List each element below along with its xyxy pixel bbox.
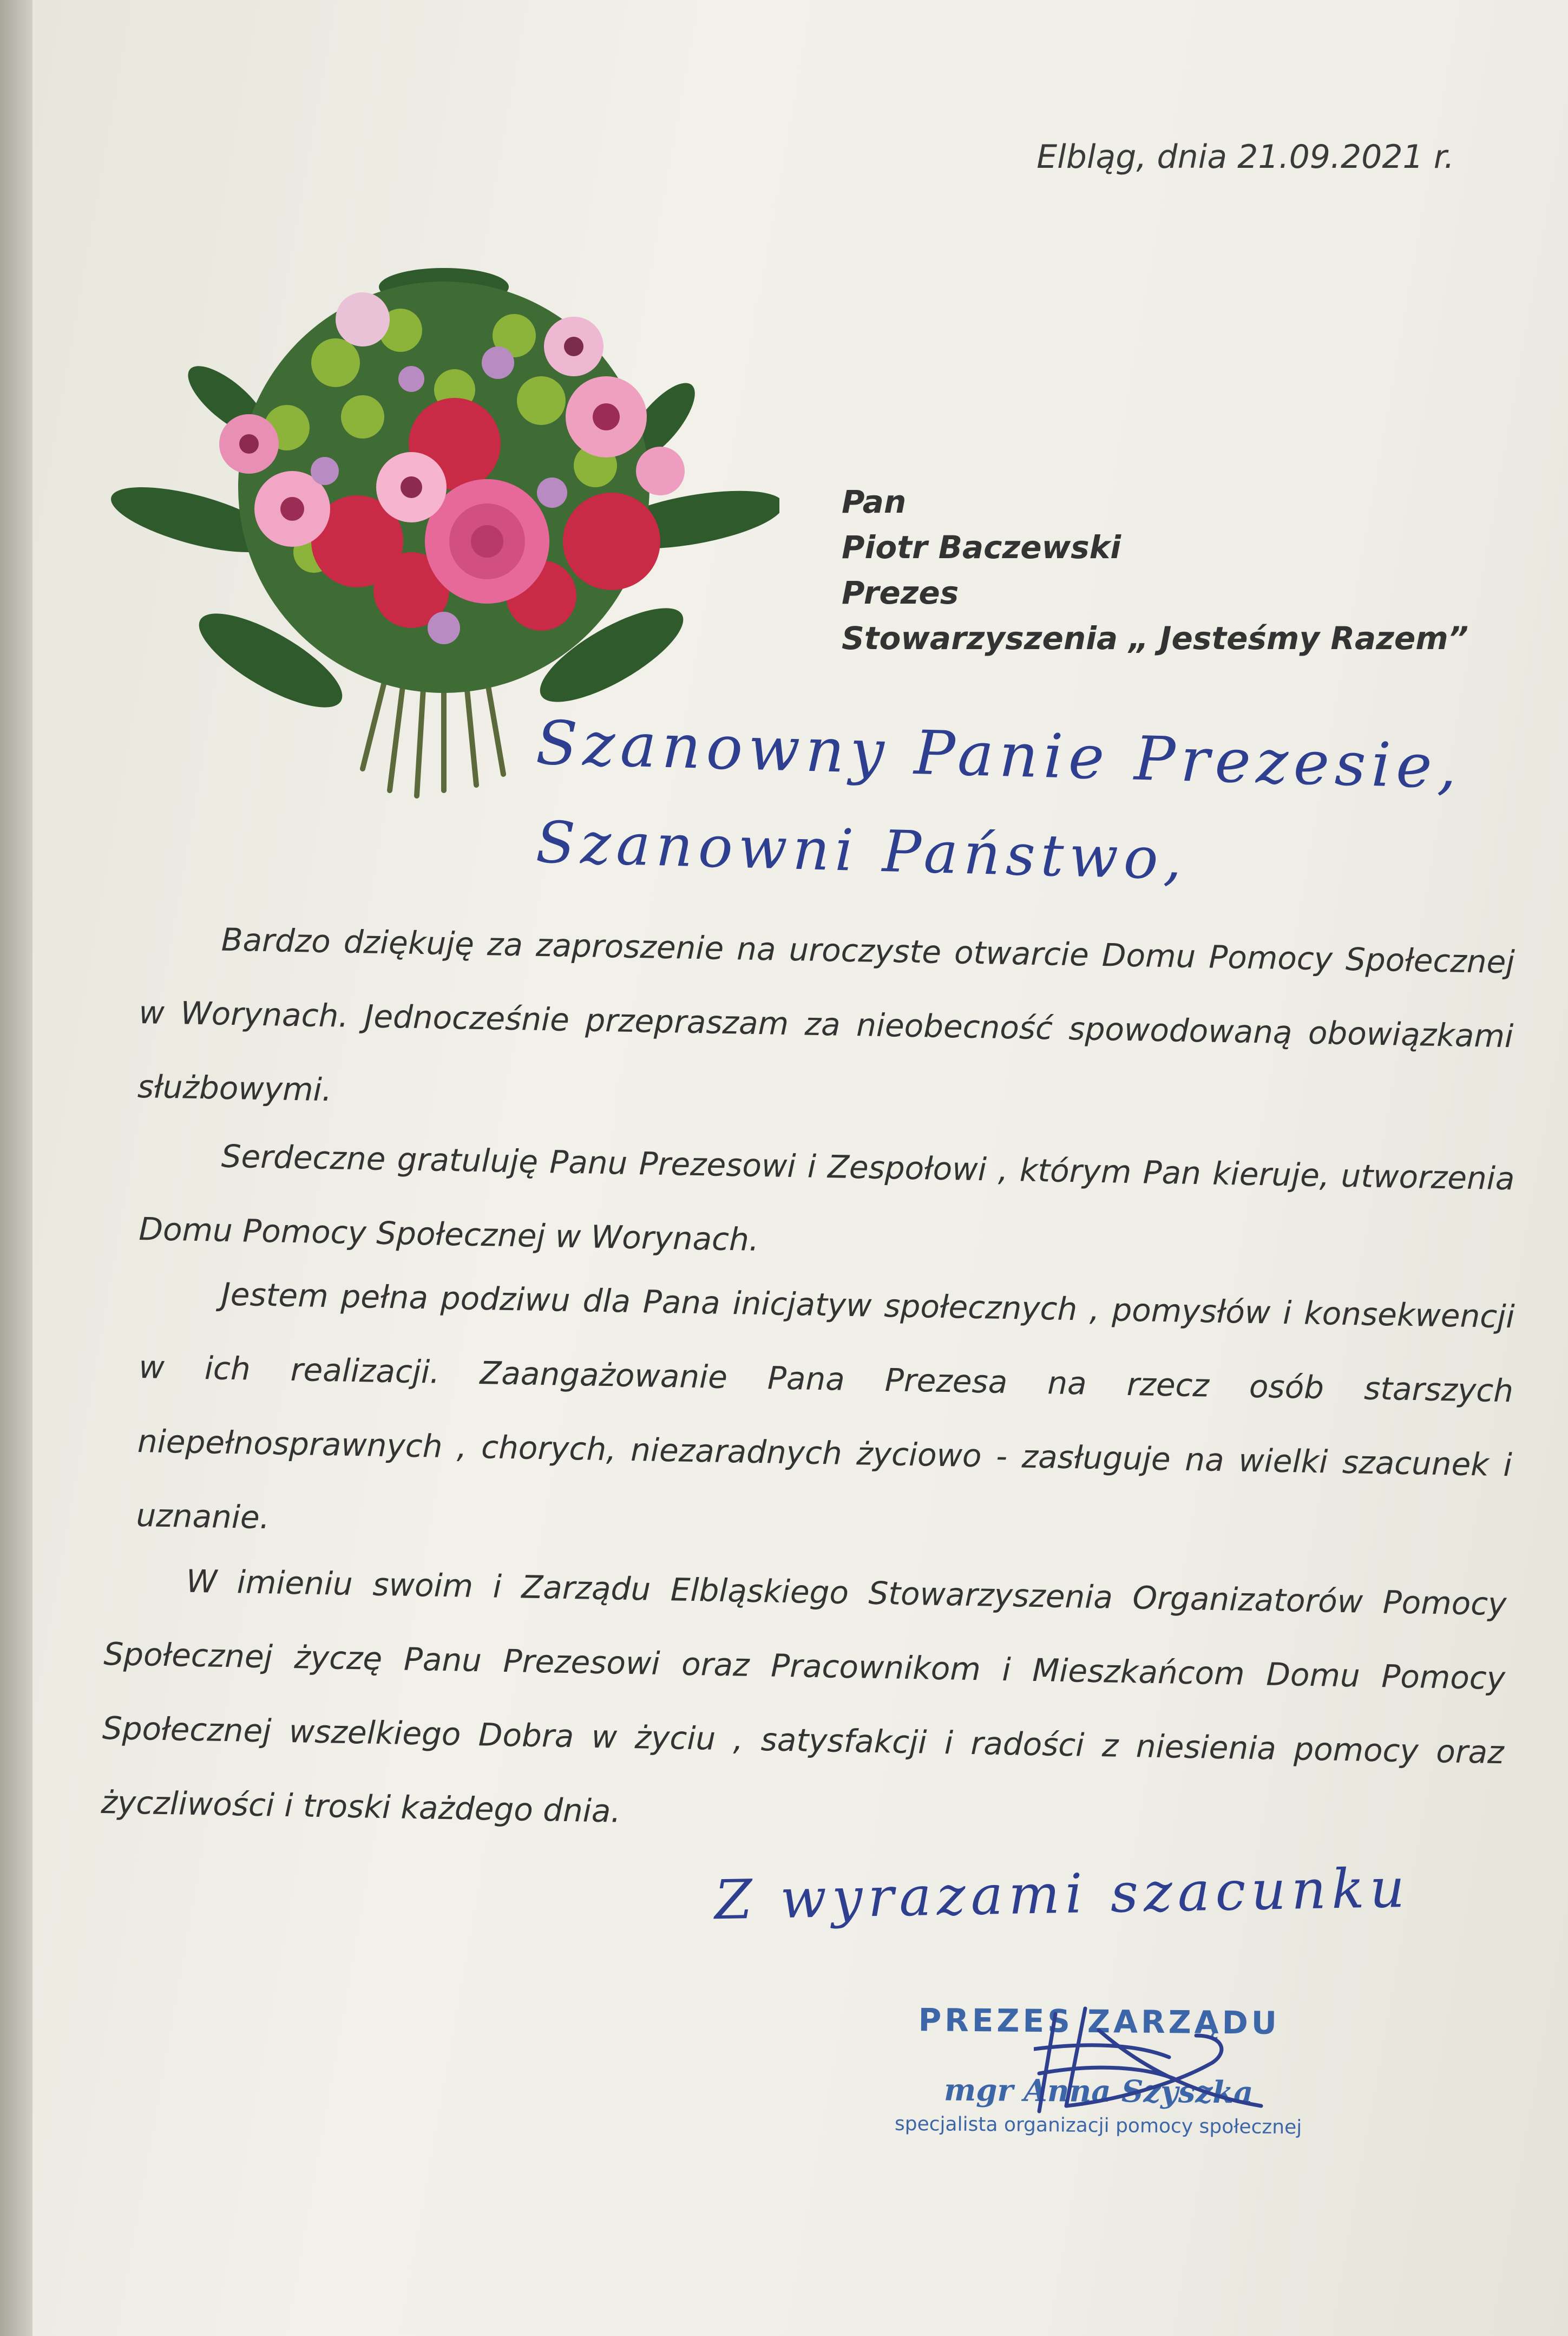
paragraph-3 xyxy=(135,1256,1515,1576)
recipient-name: Piotr Baczewski xyxy=(842,529,1121,566)
salutation-secondary: Szanowni Państwo, xyxy=(535,809,1189,893)
stamp-title: PREZES ZARZĄDU xyxy=(918,2001,1281,2041)
paragraph-text: Jestem pełna podziwu dla Pana inicjatyw społecznych , pomysłów i konsekwencji w ich realizacji. Zaangażowanie Pana Prezesa na rzecz osób starszych niepełnosprawnych , chorych, niezaradnych życiowo - zasługuje na wielki szacunek i uznanie. xyxy=(136,1275,1515,1536)
salutation-primary: Szanowny Panie Prezesie, xyxy=(535,708,1463,803)
closing-phrase: Z wyrazami szacunku xyxy=(714,1856,1411,1932)
letter-page xyxy=(32,0,1568,2336)
paragraph-text: Bardzo dziękuję za zaproszenie na uroczyste otwarcie Domu Pomocy Społecznej w Worynach. Jednocześnie przepraszam za nieobecność spowodowaną obowiązkami służbowymi. xyxy=(137,921,1515,1109)
paragraph-4 xyxy=(100,1543,1507,1864)
paragraph-text: Serdeczne gratuluję Panu Prezesowi i Zespołowi , którym Pan kieruje, utworzenia Domu Pomocy Społecznej w Worynach. xyxy=(138,1137,1515,1258)
paragraph-text: W imieniu swoim i Zarządu Elbląskiego Stowarzyszenia Organizatorów Pomocy Społecznej życzę Panu Prezesowi oraz Pracownikom i Mieszkańcom Domu Pomocy Społecznej wszelkiego Dobra w życiu , satysfakcji i radości z niesienia pomocy oraz życzliwości i troski każdego dnia. xyxy=(101,1562,1507,1830)
recipient-line-1: Pan xyxy=(842,483,907,520)
recipient-title: Prezes xyxy=(842,574,959,611)
dateline: Elbląg, dnia 21.09.2021 r. xyxy=(1036,138,1454,176)
paragraph-1 xyxy=(137,901,1515,1148)
stamp-subtitle: specjalista organizacji pomocy społecznej xyxy=(894,2112,1302,2139)
page-edge-shadow xyxy=(0,0,32,2336)
recipient-organization: Stowarzyszenia „ Jesteśmy Razem” xyxy=(842,620,1469,657)
signature-icon xyxy=(1034,1998,1294,2122)
recipient-block xyxy=(842,479,1468,661)
stamp-name: mgr Anna Szyszka xyxy=(943,2072,1254,2111)
